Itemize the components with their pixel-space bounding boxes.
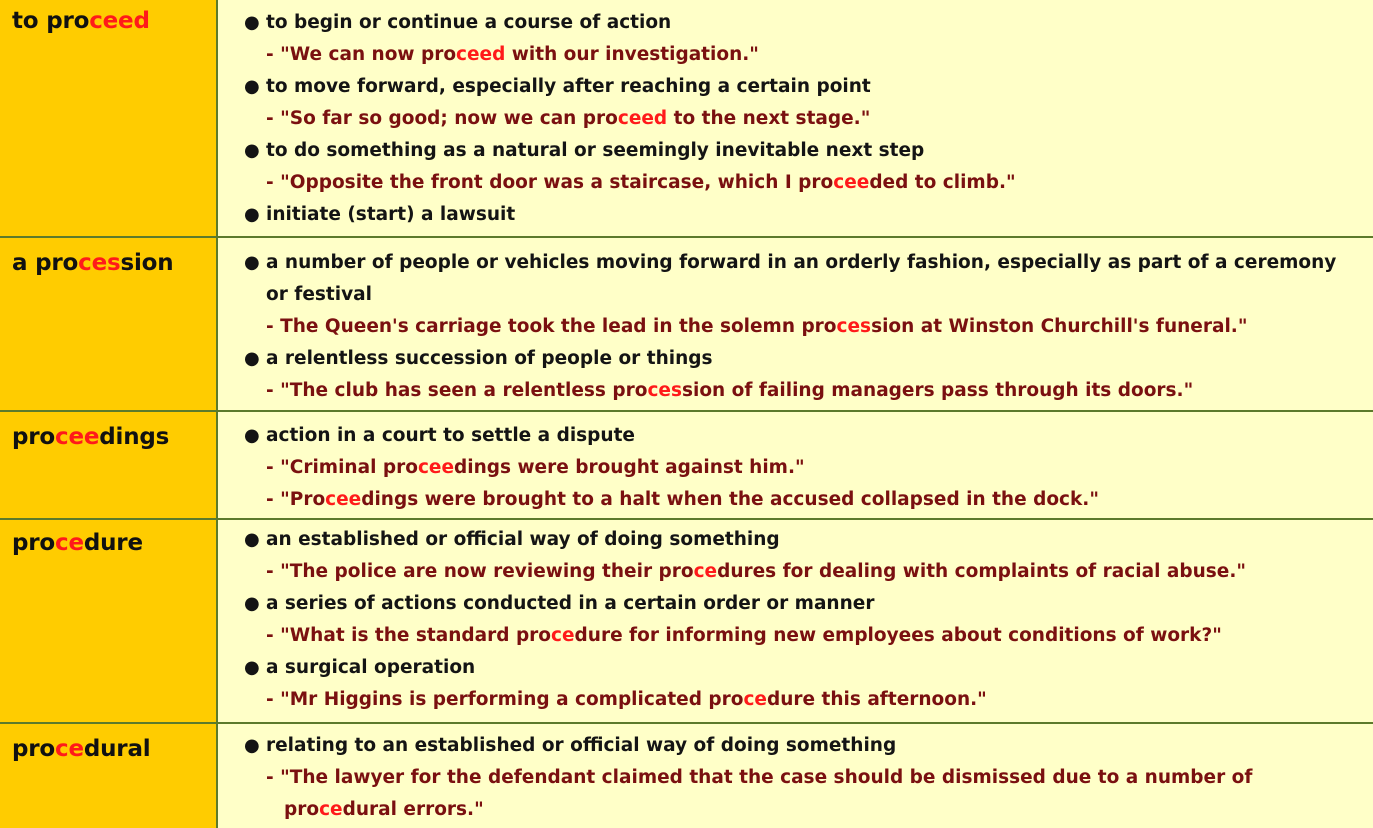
definition: ● to move forward, especially after reaching a certain point: [244, 73, 1365, 105]
definitions: [244, 422, 1365, 518]
entry-row: [0, 724, 1373, 828]
bullet-icon: ●: [244, 204, 260, 225]
example: - "We can now proceed with our investigation.": [266, 44, 759, 65]
term-cell: [0, 520, 218, 722]
definition: ● a relentless succession of people or things: [244, 345, 1365, 377]
definition: ● action in a court to settle a dispute: [244, 422, 1365, 454]
example: - The Queen's carriage took the lead in the solemn procession at Winston Churchill's funeral.": [266, 316, 1248, 337]
bullet-icon: ●: [244, 12, 260, 33]
example: - "The lawyer for the defendant claimed that the case should be dismissed due to a number of: [266, 767, 1253, 788]
bullet-icon: ●: [244, 252, 260, 273]
example: - "Opposite the front door was a staircase, which I proceeded to climb.": [266, 172, 1016, 193]
definitions: [244, 732, 1365, 828]
term-label: a procession: [12, 250, 174, 276]
definition: ● a series of actions conducted in a certain order or manner: [244, 590, 1365, 622]
definitions: [244, 9, 1365, 233]
bullet-icon: ●: [244, 593, 260, 614]
term-cell: [0, 238, 218, 410]
bullet-icon: ●: [244, 425, 260, 446]
example: - "Criminal proceedings were brought against him.": [266, 457, 805, 478]
example: - "What is the standard procedure for informing new employees about conditions of work?": [266, 625, 1222, 646]
bullet-icon: ●: [244, 529, 260, 550]
term-label: to proceed: [12, 8, 150, 34]
term-cell: [0, 412, 218, 518]
definition: ● to do something as a natural or seemingly inevitable next step: [244, 137, 1365, 169]
definition: ● a surgical operation: [244, 654, 1365, 686]
bullet-icon: ●: [244, 140, 260, 161]
definition: ● initiate (start) a lawsuit: [244, 201, 1365, 233]
term-label: procedure: [12, 530, 143, 556]
definition: ● to begin or continue a course of action: [244, 9, 1365, 41]
bullet-icon: ●: [244, 657, 260, 678]
term-cell: [0, 0, 218, 236]
entry-row: [0, 412, 1373, 520]
term-label: proceedings: [12, 424, 170, 450]
example-continued: procedural errors.": [284, 799, 484, 820]
term-cell: [0, 724, 218, 828]
definition-continued: or festival: [266, 284, 372, 305]
bullet-icon: ●: [244, 76, 260, 97]
definition: ● relating to an established or official way of doing something: [244, 732, 1365, 764]
example: - "The club has seen a relentless procession of failing managers pass through its doors.": [266, 380, 1194, 401]
bullet-icon: ●: [244, 735, 260, 756]
definition: ● an established or official way of doing something: [244, 526, 1365, 558]
term-label: procedural: [12, 736, 151, 762]
entry-row: [0, 0, 1373, 238]
example: - "So far so good; now we can proceed to the next stage.": [266, 108, 871, 129]
definition: ● a number of people or vehicles moving forward in an orderly fashion, especially as part of a ceremony: [244, 249, 1365, 281]
definitions: [244, 249, 1365, 409]
definitions: [244, 526, 1365, 718]
example: - "Proceedings were brought to a halt when the accused collapsed in the dock.": [266, 489, 1099, 510]
example: - "Mr Higgins is performing a complicated procedure this afternoon.": [266, 689, 987, 710]
entry-row: [0, 520, 1373, 724]
bullet-icon: ●: [244, 348, 260, 369]
entry-row: [0, 238, 1373, 412]
example: - "The police are now reviewing their procedures for dealing with complaints of racial abuse.": [266, 561, 1246, 582]
